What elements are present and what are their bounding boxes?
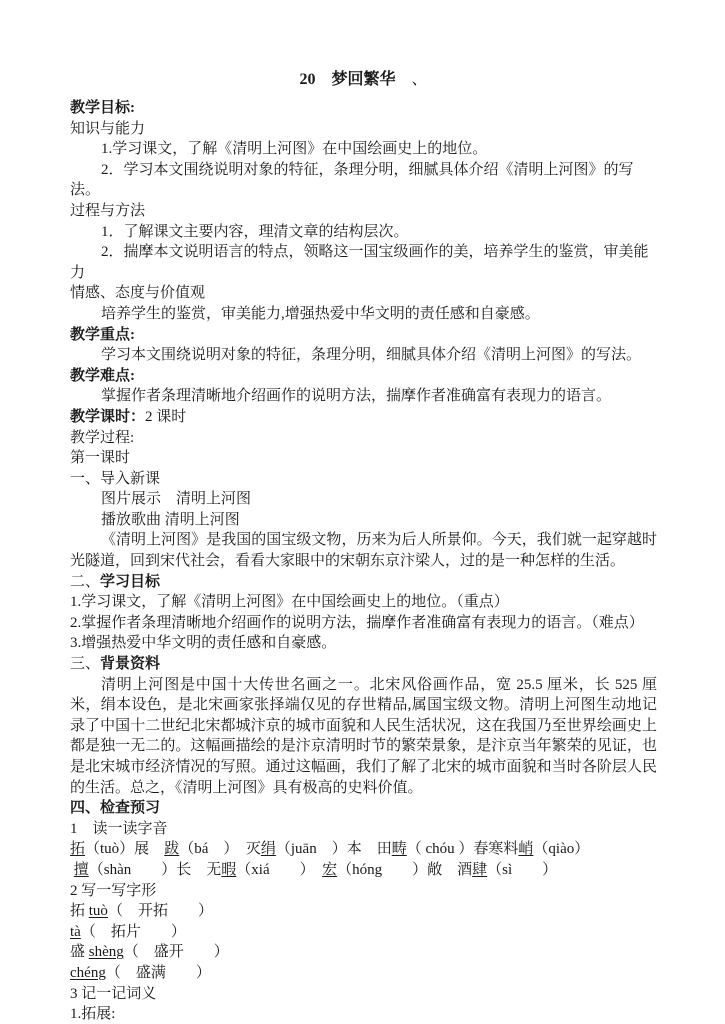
text-segment: 一、导入新课 bbox=[70, 470, 161, 487]
text-segment: 教学目标: bbox=[70, 100, 135, 116]
text-segment: 情感、态度与价值观 bbox=[70, 285, 206, 302]
underlined-text: 拓 bbox=[70, 841, 86, 858]
text-segment: 《清明上河图》是我国的国宝级文物，历来为后人所景仰。今天，我们就一起穿越时光隧道，回到宋代社会，看看大家眼中的宋朝东京汴梁人，过的是一种怎样的生活。 bbox=[70, 532, 657, 570]
text-segment: 2 课时 bbox=[145, 408, 187, 425]
underlined-text: chéng bbox=[70, 964, 106, 981]
text-segment: 2.掌握作者条理清晰地介绍画作的说明方法，揣摩作者准确富有表现力的语言。（难点） bbox=[70, 614, 644, 631]
doc-line bbox=[70, 489, 657, 510]
doc-line bbox=[70, 428, 657, 449]
doc-line bbox=[70, 675, 657, 799]
text-segment: 第一课时 bbox=[70, 450, 131, 467]
text-segment: 3.增强热爱中华文明的责任感和自豪感。 bbox=[70, 635, 337, 652]
doc-line bbox=[70, 469, 657, 490]
text-segment: （bá ） 灭 bbox=[179, 841, 261, 858]
text-segment: 3 记一记词义 bbox=[70, 985, 157, 1002]
underlined-text: tuò bbox=[88, 903, 108, 920]
underlined-text: 肆 bbox=[472, 861, 488, 878]
underlined-text: 擅 bbox=[73, 861, 89, 878]
text-segment: 2．学习本文围绕说明对象的特征，条理分明，细腻具体介绍《清明上河图》的写法。 bbox=[70, 161, 634, 199]
underlined-text: 峭 bbox=[518, 841, 534, 858]
doc-line bbox=[70, 386, 657, 407]
text-segment: 二、 bbox=[70, 573, 101, 590]
text-segment: （ chóu ）春寒料 bbox=[406, 841, 519, 858]
document-body bbox=[70, 98, 657, 1024]
doc-line bbox=[70, 325, 657, 346]
text-segment: 2 写一写字形 bbox=[70, 882, 157, 899]
text-segment: 1.学习课文，了解《清明上河图》在中国绘画史上的地位。 bbox=[101, 141, 488, 158]
text-segment: （ 盛开 ） bbox=[123, 944, 229, 961]
underlined-text: tà bbox=[70, 923, 81, 940]
text-segment: 掌握作者条理清晰地介绍画作的说明方法，揣摩作者准确富有表现力的语言。 bbox=[101, 388, 612, 405]
doc-line bbox=[70, 613, 657, 634]
doc-line bbox=[70, 881, 657, 902]
underlined-text: 跋 bbox=[164, 841, 180, 858]
text-segment: 1．了解课文主要内容，理清文章的结构层次。 bbox=[101, 223, 409, 240]
doc-line bbox=[70, 654, 657, 675]
doc-line bbox=[70, 283, 657, 304]
doc-line bbox=[70, 572, 657, 593]
text-segment: 学习目标 bbox=[100, 573, 161, 590]
text-segment: 四、检查预习 bbox=[70, 800, 161, 817]
doc-line bbox=[70, 510, 657, 531]
text-segment: （ 开拓 ） bbox=[107, 903, 213, 920]
doc-line bbox=[70, 922, 657, 943]
text-segment: 三、 bbox=[70, 656, 101, 673]
text-segment: （shàn ）长 无 bbox=[88, 861, 222, 878]
doc-line bbox=[70, 448, 657, 469]
text-segment: 知识与能力 bbox=[70, 120, 146, 137]
doc-line bbox=[70, 860, 657, 881]
text-segment: （qiào） bbox=[533, 841, 590, 858]
underlined-text: 宏 bbox=[322, 861, 338, 878]
text-segment: （sì ） bbox=[487, 861, 558, 878]
underlined-text: shèng bbox=[88, 944, 124, 961]
doc-line bbox=[70, 119, 657, 140]
text-segment: 1 读一读字音 bbox=[70, 820, 168, 837]
doc-line bbox=[70, 839, 657, 860]
doc-line bbox=[70, 139, 657, 160]
text-segment: 、 bbox=[395, 71, 428, 88]
doc-line bbox=[70, 98, 657, 119]
doc-line bbox=[70, 592, 657, 613]
doc-line bbox=[70, 798, 657, 819]
text-segment: 教学过程: bbox=[70, 429, 135, 446]
text-segment: 播放歌曲 清明上河图 bbox=[101, 511, 240, 528]
text-segment: 教学课时： bbox=[70, 408, 146, 425]
doc-line bbox=[70, 942, 657, 963]
underlined-text: 绢 bbox=[260, 841, 276, 858]
underlined-text: 畴 bbox=[391, 841, 407, 858]
text-segment: 1.学习课文，了解《清明上河图》在中国绘画史上的地位。（重点） bbox=[70, 594, 509, 611]
doc-line bbox=[70, 1004, 657, 1024]
doc-line bbox=[70, 984, 657, 1005]
text-segment: （xiá ） bbox=[236, 861, 323, 878]
text-segment: （juān ）本 田 bbox=[275, 841, 392, 858]
doc-line bbox=[70, 530, 657, 571]
text-segment: 过程与方法 bbox=[70, 202, 146, 219]
text-segment: 教学难点: bbox=[70, 367, 135, 384]
doc-line bbox=[70, 407, 657, 428]
doc-line bbox=[70, 963, 657, 984]
text-segment: （hóng ）敞 酒 bbox=[337, 861, 473, 878]
text-segment: 盛 bbox=[70, 944, 89, 961]
text-segment: （ 拓片 ） bbox=[80, 923, 186, 940]
text-segment: （tuò）展 bbox=[85, 841, 165, 858]
text-segment: 教学重点: bbox=[70, 326, 135, 343]
doc-line bbox=[70, 633, 657, 654]
doc-line bbox=[70, 160, 657, 201]
text-segment: 学习本文围绕说明对象的特征，条理分明，细腻具体介绍《清明上河图》的写法。 bbox=[101, 347, 642, 364]
doc-line bbox=[70, 366, 657, 387]
doc-line bbox=[70, 201, 657, 222]
text-segment: 20 bbox=[299, 71, 332, 88]
doc-line bbox=[70, 901, 657, 922]
doc-line bbox=[70, 222, 657, 243]
text-segment: 培养学生的鉴赏，审美能力,增强热爱中华文明的责任感和自豪感。 bbox=[101, 305, 540, 322]
document-title bbox=[70, 68, 657, 91]
text-segment: 清明上河图是中国十大传世名画之一。北宋风俗画作品，宽 25.5 厘米，长 525 厘米，绢本设色，是北宋画家张择端仅见的存世精品,属国宝级文物。清明上河图生动地记录了中国十二世纪北宋都城汴京的城市面貌和人民生活状况，这在我国乃至世界绘画史上都是独一无二的。这幅画描绘的是汴京清明时节的繁荣景象，是汴京当年繁荣的见证，也是北宋城市经济情况的写照。通过这幅画，我们了解了北宋的城市面貌和当时各阶层人民的生活。总之，《清明上河图》具有极高的史料价值。 bbox=[70, 676, 657, 796]
doc-line bbox=[70, 819, 657, 840]
doc-line bbox=[70, 304, 657, 325]
underlined-text: 暇 bbox=[221, 861, 237, 878]
text-segment: 拓 bbox=[70, 903, 89, 920]
text-segment: 2．揣摩本文说明语言的特点，领略这一国宝级画作的美，培养学生的鉴赏，审美能力 bbox=[70, 244, 649, 281]
text-segment: 背景资料 bbox=[100, 656, 161, 673]
text-segment: 梦回繁华 bbox=[331, 71, 396, 88]
doc-line bbox=[70, 345, 657, 366]
doc-line bbox=[70, 242, 657, 283]
text-segment: 1.拓展: bbox=[70, 1006, 116, 1023]
text-segment: （ 盛满 ） bbox=[105, 964, 211, 981]
text-segment: 图片展示 清明上河图 bbox=[101, 491, 252, 508]
